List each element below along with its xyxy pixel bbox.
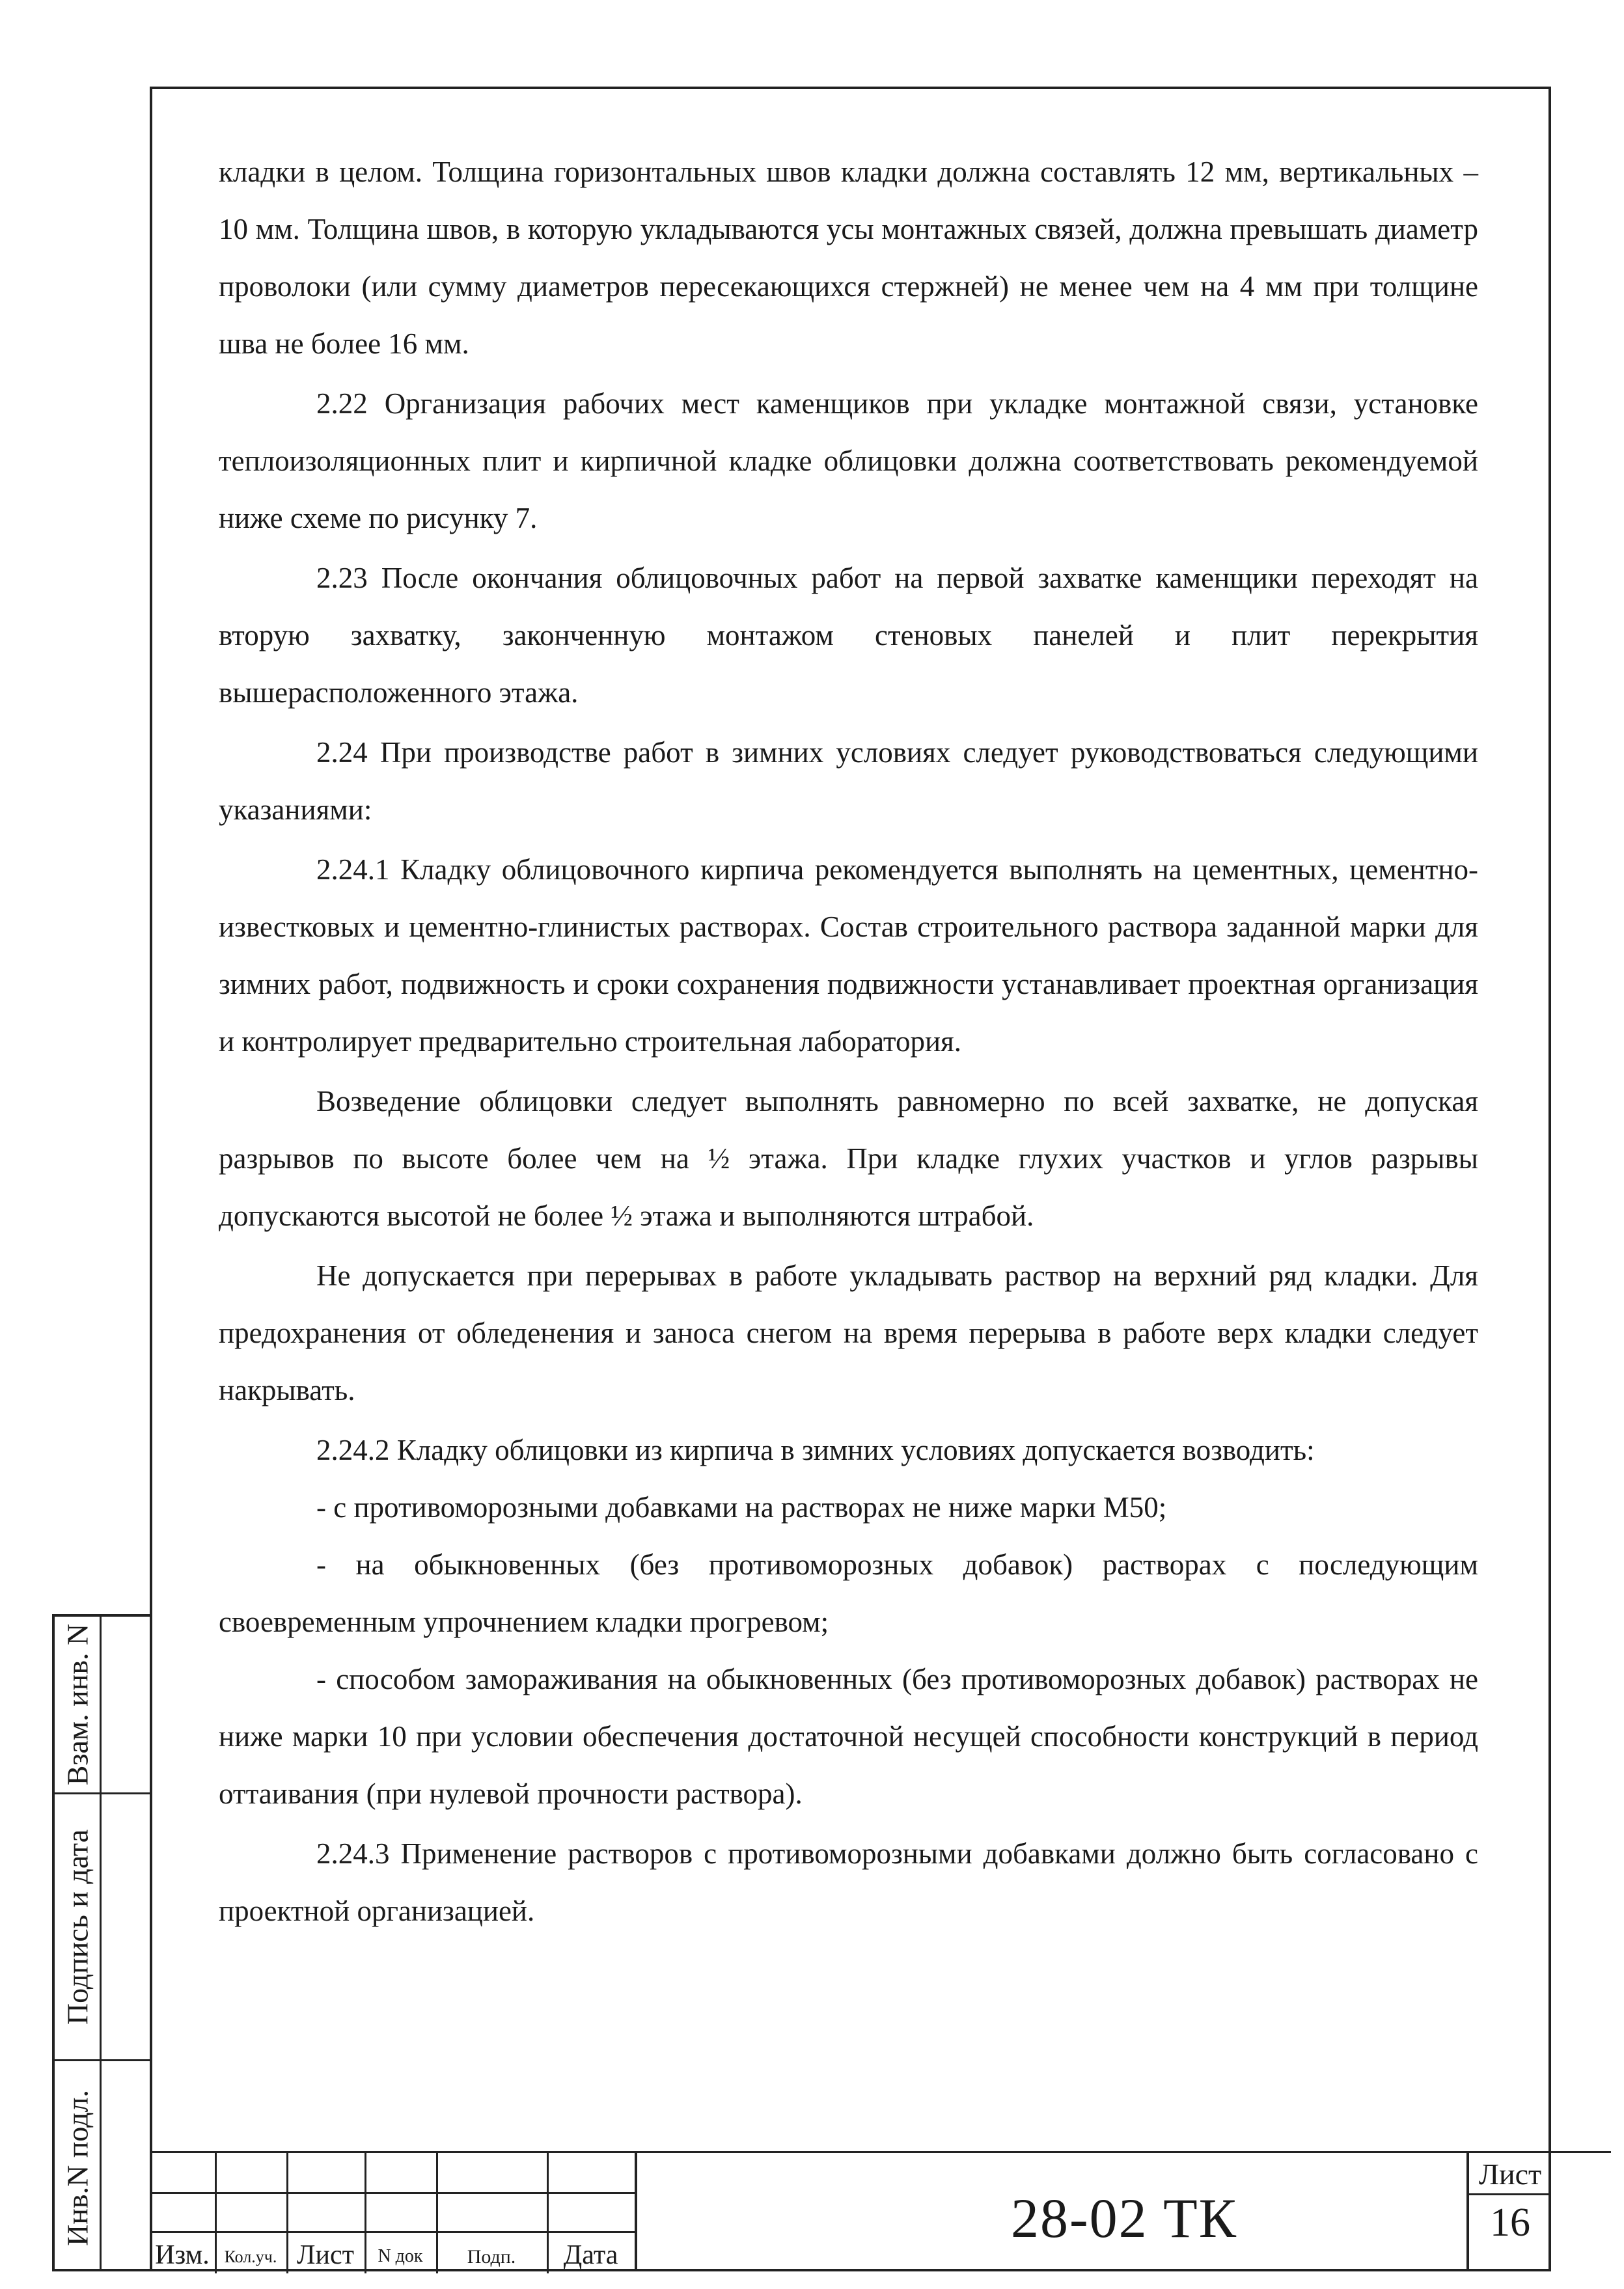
- paragraph: - с противоморозными добавками на растворах не ниже марки М50;: [316, 1491, 1167, 1524]
- paragraph: 2.24.1 Кладку облицовочного кирпича рекомендуется выполнять на цементных, цементно-известковых и цементно-глинистых растворах. Состав строительного раствора заданной марки для зимних работ, подвижность и сроки сохранения подвижности устанавливает проектная организация и контролирует предварительно строительная лаборатория.: [219, 853, 1478, 1058]
- paragraph: - способом замораживания на обыкновенных (без противоморозных добавок) растворах не ниже марки 10 при условии обеспечения достаточной несущей способности конструкций в период оттаивания (при нулевой прочности раствора).: [219, 1663, 1478, 1810]
- revision-row-line: [150, 2231, 635, 2233]
- revision-table: [150, 2151, 635, 2273]
- sheet-cell: [1466, 2151, 1551, 2271]
- revision-row-line: [150, 2192, 635, 2194]
- n-dok-label: N док: [378, 2246, 423, 2266]
- vzam-inv-label: Взам. инв. N: [61, 1623, 94, 1786]
- title-block: [150, 2151, 1551, 2271]
- podp-label: Подп.: [467, 2246, 516, 2268]
- side-field-podpis: [102, 1792, 152, 2059]
- sheet-divider: [1469, 2193, 1551, 2195]
- sheet-number: 16: [1490, 2200, 1530, 2245]
- paragraph: 2.23 После окончания облицовочных работ на первой захватке каменщики переходят на вторую захватку, законченную монтажом стеновых панелей и плит перекрытия вышерасположенного этажа.: [219, 562, 1478, 709]
- inv-podl-label: Инв.N подл.: [61, 2089, 94, 2246]
- data-label: Дата: [563, 2240, 618, 2270]
- side-stamp: [52, 1614, 150, 2271]
- side-cell-inv: [55, 2059, 100, 2274]
- paragraph: Не допускается при перерывах в работе укладывать раствор на верхний ряд кладки. Для предохранения от обледенения и заноса снегом на время перерыва в работе верх кладки следует накрывать.: [219, 1259, 1478, 1406]
- side-cell-vzam: [55, 1617, 100, 1792]
- list-label: Лист: [297, 2240, 354, 2270]
- paragraph: Возведение облицовки следует выполнять равномерно по всей захватке, не допуская разрывов по высоте более чем на ½ этажа. При кладке глухих участков и углов разрывы допускаются высотой не более ½ этажа и выполняются штрабой.: [219, 1085, 1478, 1232]
- paragraph: 2.24.2 Кладку облицовки из кирпича в зимних условиях допускается возводить:: [316, 1434, 1315, 1466]
- kol-uch-label: Кол.уч.: [224, 2247, 277, 2266]
- side-field-inv: [102, 2059, 152, 2274]
- paragraph: 2.24.3 Применение растворов с противоморозными добавками должно быть согласовано с проектной организацией.: [219, 1837, 1478, 1927]
- sheet-label: Лист: [1478, 2158, 1542, 2191]
- document-code-cell: [635, 2151, 1611, 2271]
- side-stamp-labels: [55, 1617, 102, 2269]
- paragraph: 2.24 При производстве работ в зимних условиях следует руководствоваться следующими указаниями:: [219, 736, 1478, 826]
- paragraph: - на обыкновенных (без противоморозных добавок) растворах с последующим своевременным упрочнением кладки прогревом;: [219, 1548, 1478, 1638]
- document-code: 28-02 ТК: [1010, 2187, 1238, 2249]
- side-stamp-fields: [102, 1617, 152, 2269]
- podpis-data-label: Подпись и дата: [61, 1829, 94, 2025]
- side-field-vzam: [102, 1617, 152, 1792]
- document-body: [219, 143, 1478, 1939]
- paragraph: кладки в целом. Толщина горизонтальных швов кладки должна составлять 12 мм, вертикальных – 10 мм. Толщина швов, в которую укладываются усы монтажных связей, должна превышать диаметр проволоки (или сумму диаметров пересекающихся стержней) не менее чем на 4 мм при толщине шва не более 16 мм.: [219, 156, 1478, 360]
- izm-label: Изм.: [155, 2240, 210, 2270]
- paragraph: 2.22 Организация рабочих мест каменщиков при укладке монтажной связи, установке теплоизоляционных плит и кирпичной кладке облицовки должна соответствовать рекомендуемой ниже схеме по рисунку 7.: [219, 387, 1478, 534]
- side-cell-podpis: [55, 1792, 100, 2059]
